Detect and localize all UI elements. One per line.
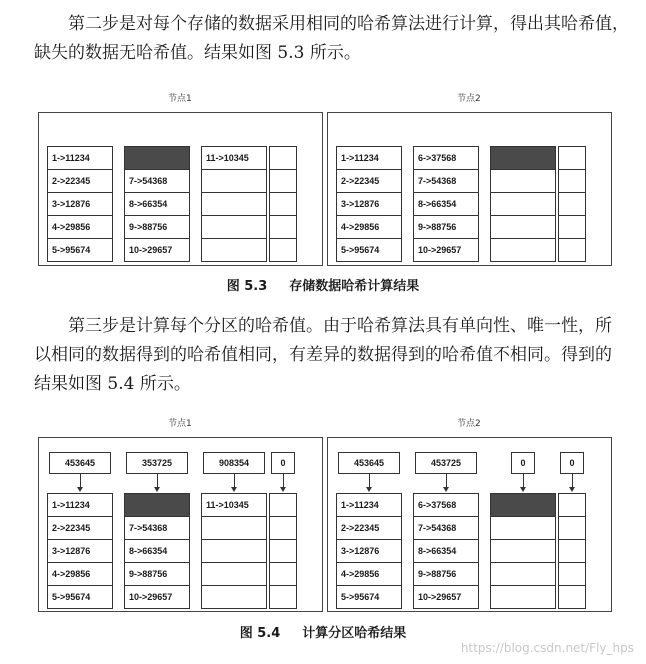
text-line: 第二步是对每个存储的数据采用相同的哈希算法进行计算，得出其哈希值，	[68, 14, 629, 34]
data-cell: 7->54368	[124, 516, 190, 540]
data-cell	[269, 562, 297, 586]
data-cell: 5->95674	[336, 585, 402, 609]
fig53-caption-text: 存储数据哈希计算结果	[289, 279, 420, 294]
data-cell	[558, 169, 586, 193]
data-cell	[490, 516, 556, 540]
data-cell: 4->29856	[47, 562, 113, 586]
data-cell: 4->29856	[47, 215, 113, 239]
data-cell	[269, 238, 297, 262]
data-cell: 1->11234	[47, 146, 113, 170]
partition-hash-box: 0	[271, 452, 295, 474]
text-line: 缺失的数据无哈希值。结果如图 5.3 所示。	[34, 43, 361, 63]
down-arrow-icon	[283, 474, 284, 488]
data-cell: 6->37568	[413, 493, 479, 517]
data-cell: 2->22345	[47, 516, 113, 540]
fig53-node1-title: 节点1	[168, 94, 192, 104]
fig54-caption	[0, 622, 646, 641]
down-arrow-icon	[523, 474, 524, 488]
data-cell: 8->66354	[413, 539, 479, 563]
data-cell: 8->66354	[124, 192, 190, 216]
data-cell: 3->12876	[336, 192, 402, 216]
data-cell: 2->22345	[336, 516, 402, 540]
data-cell: 2->22345	[336, 169, 402, 193]
data-cell: 9->88756	[413, 562, 479, 586]
data-cell: 10->29657	[413, 238, 479, 262]
data-cell	[558, 215, 586, 239]
partition-hash-box: 0	[511, 452, 535, 474]
data-cell	[558, 585, 586, 609]
data-cell: 9->88756	[413, 215, 479, 239]
missing-data-cell	[124, 493, 190, 517]
fig54-node1-title: 节点1	[168, 419, 192, 429]
partition-hash-box: 453725	[415, 452, 477, 474]
partition-hash-box: 908354	[203, 452, 265, 474]
data-cell	[558, 539, 586, 563]
fig53-node2-panel	[327, 112, 612, 266]
data-cell	[558, 493, 586, 517]
data-cell	[201, 539, 267, 563]
data-cell: 10->29657	[124, 238, 190, 262]
partition-hash-box: 453645	[49, 452, 111, 474]
data-cell	[490, 562, 556, 586]
down-arrow-icon	[157, 474, 158, 488]
data-cell	[490, 192, 556, 216]
data-cell: 11->10345	[201, 146, 267, 170]
data-cell: 5->95674	[47, 585, 113, 609]
data-cell	[490, 585, 556, 609]
data-cell	[201, 169, 267, 193]
data-cell	[269, 192, 297, 216]
data-cell: 4->29856	[336, 215, 402, 239]
data-cell	[201, 192, 267, 216]
data-cell	[201, 215, 267, 239]
data-cell: 7->54368	[413, 516, 479, 540]
data-cell	[201, 238, 267, 262]
data-cell	[201, 585, 267, 609]
data-cell: 3->12876	[336, 539, 402, 563]
data-cell: 3->12876	[47, 539, 113, 563]
down-arrow-icon	[572, 474, 573, 488]
data-cell	[269, 169, 297, 193]
data-cell: 3->12876	[47, 192, 113, 216]
partition-hash-box: 353725	[126, 452, 188, 474]
data-cell: 2->22345	[47, 169, 113, 193]
data-cell	[490, 215, 556, 239]
text-line: 以相同的数据得到的哈希值相同，有差异的数据得到的哈希值不相同。得到的	[34, 345, 612, 365]
down-arrow-icon	[80, 474, 81, 488]
data-cell	[201, 562, 267, 586]
data-cell	[269, 516, 297, 540]
data-cell	[490, 238, 556, 262]
fig54-node2-title: 节点2	[457, 419, 481, 429]
partition-hash-box: 0	[560, 452, 584, 474]
fig54-caption-number: 图 5.4	[239, 626, 281, 641]
fig53-caption-number: 图 5.3	[226, 279, 268, 294]
paragraph-step2	[34, 10, 634, 68]
data-cell	[558, 192, 586, 216]
data-cell	[269, 146, 297, 170]
partition-hash-box: 453645	[338, 452, 400, 474]
fig54-node2-panel	[327, 437, 612, 612]
missing-data-cell	[490, 493, 556, 517]
missing-data-cell	[124, 146, 190, 170]
fig54-node1-panel	[38, 437, 323, 612]
data-cell	[269, 215, 297, 239]
fig54-caption-text: 计算分区哈希结果	[302, 626, 407, 641]
missing-data-cell	[490, 146, 556, 170]
data-cell: 10->29657	[413, 585, 479, 609]
data-cell	[558, 146, 586, 170]
fig53-node1-panel	[38, 112, 323, 266]
data-cell: 1->11234	[47, 493, 113, 517]
data-cell	[490, 539, 556, 563]
data-cell: 8->66354	[124, 539, 190, 563]
text-line: 结果如图 5.4 所示。	[34, 374, 191, 394]
watermark: https://blog.csdn.net/Fly_hps	[460, 641, 634, 655]
down-arrow-icon	[446, 474, 447, 488]
fig53-node2-title: 节点2	[457, 94, 481, 104]
text-line: 第三步是计算每个分区的哈希值。由于哈希算法具有单向性、唯一性，所	[68, 316, 612, 336]
data-cell	[269, 585, 297, 609]
data-cell	[558, 562, 586, 586]
data-cell: 6->37568	[413, 146, 479, 170]
paragraph-step3	[34, 312, 634, 399]
down-arrow-icon	[234, 474, 235, 488]
data-cell	[201, 516, 267, 540]
data-cell: 11->10345	[201, 493, 267, 517]
data-cell: 1->11234	[336, 146, 402, 170]
data-cell: 8->66354	[413, 192, 479, 216]
data-cell	[558, 516, 586, 540]
data-cell: 7->54368	[413, 169, 479, 193]
data-cell	[269, 493, 297, 517]
data-cell: 9->88756	[124, 215, 190, 239]
data-cell	[558, 238, 586, 262]
data-cell: 9->88756	[124, 562, 190, 586]
data-cell: 4->29856	[336, 562, 402, 586]
data-cell: 10->29657	[124, 585, 190, 609]
data-cell	[269, 539, 297, 563]
down-arrow-icon	[369, 474, 370, 488]
data-cell: 5->95674	[47, 238, 113, 262]
data-cell: 7->54368	[124, 169, 190, 193]
data-cell	[490, 169, 556, 193]
data-cell: 1->11234	[336, 493, 402, 517]
fig53-caption	[0, 275, 646, 294]
data-cell: 5->95674	[336, 238, 402, 262]
